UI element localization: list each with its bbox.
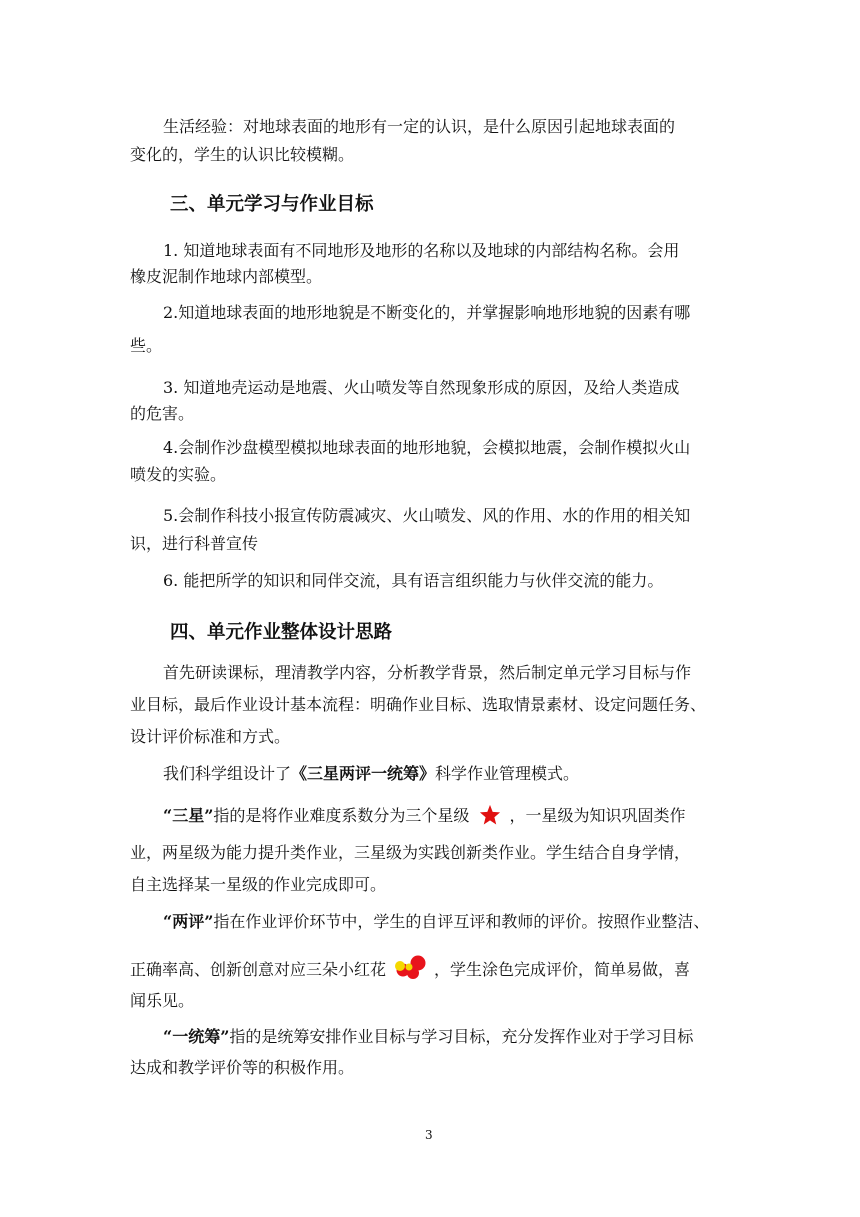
stars-line3: 自主选择某一星级的作业完成即可。 (130, 875, 387, 894)
eval-line3: 闻乐见。 (130, 991, 195, 1010)
eval-line1 (163, 911, 709, 933)
goal-2-line2: 些。 (130, 336, 163, 355)
goal-2-line1: 2.知道地球表面的地形地貌是不断变化的，并掌握影响地形地貌的因素有哪 (163, 303, 691, 322)
design-line3: 设计评价标准和方式。 (130, 727, 291, 746)
stars-text1: 指的是将作业难度系数分为三个星级 (213, 806, 470, 825)
design-line1: 首先研读课标，理清教学内容，分析教学背景，然后制定单元学习目标与作 (163, 663, 692, 682)
goal-5-line1: 5.会制作科技小报宣传防震减灾、火山喷发、风的作用、水的作用的相关知 (163, 506, 691, 525)
stars-line2: 业，两星级为能力提升类作业，三星级为实践创新类作业。学生结合自身学情， (130, 843, 691, 862)
goal-1-line2: 橡皮泥制作地球内部模型。 (130, 267, 323, 286)
eval-term: “两评” (163, 912, 214, 931)
eval-text1: 指在作业评价环节中，学生的自评互评和教师的评价。按照作业整洁、 (213, 912, 710, 931)
mode-pre-text: 我们科学组设计了 (163, 764, 292, 783)
mode-title: 《三星两评一统筹》 (291, 764, 436, 783)
goal-3-line1: 3. 知道地壳运动是地震、火山喷发等自然现象形成的原因，及给人类造成 (163, 378, 680, 397)
life-experience-line2: 变化的，学生的认识比较模糊。 (130, 145, 355, 164)
plan-text1: 指的是统筹安排作业目标与学习目标，充分发挥作业对于学习目标 (229, 1027, 694, 1046)
plan-line2: 达成和教学评价等的积极作用。 (130, 1058, 355, 1077)
goal-6: 6. 能把所学的知识和同伴交流，具有语言组织能力与伙伴交流的能力。 (163, 571, 664, 590)
eval-text2a: 正确率高、创新创意对应三朵小红花 (130, 960, 387, 979)
goal-5-line2: 识，进行科普宣传 (130, 534, 259, 553)
stars-line1 (163, 804, 685, 827)
stars-text2: ，一星级为知识巩固类作 (509, 806, 686, 825)
flower-icon (392, 954, 428, 982)
heading-section-3: 三、单元学习与作业目标 (170, 194, 374, 215)
mode-line (163, 763, 579, 785)
goal-4-line1: 4.会制作沙盘模型模拟地球表面的地形地貌，会模拟地震，会制作模拟火山 (163, 438, 691, 457)
life-experience-line1: 生活经验：对地球表面的地形有一定的认识，是什么原因引起地球表面的 (163, 117, 676, 136)
stars-term: “三星” (163, 806, 214, 825)
goal-3-line2: 的危害。 (130, 404, 195, 423)
plan-term: “一统筹” (163, 1027, 230, 1046)
page-number: 3 (425, 1128, 433, 1142)
goal-1-line1: 1. 知道地球表面有不同地形及地形的名称以及地球的内部结构名称。会用 (163, 241, 680, 260)
heading-section-4: 四、单元作业整体设计思路 (170, 622, 393, 643)
design-line2: 业目标，最后作业设计基本流程：明确作业目标、选取情景素材、设定问题任务、 (130, 695, 707, 714)
eval-line2 (130, 954, 690, 982)
star-icon (479, 804, 501, 826)
mode-post-text: 科学作业管理模式。 (435, 764, 580, 783)
goal-4-line2: 喷发的实验。 (130, 465, 227, 484)
plan-line1 (163, 1026, 693, 1048)
eval-text2b: ，学生涂色完成评价，简单易做，喜 (434, 960, 691, 979)
